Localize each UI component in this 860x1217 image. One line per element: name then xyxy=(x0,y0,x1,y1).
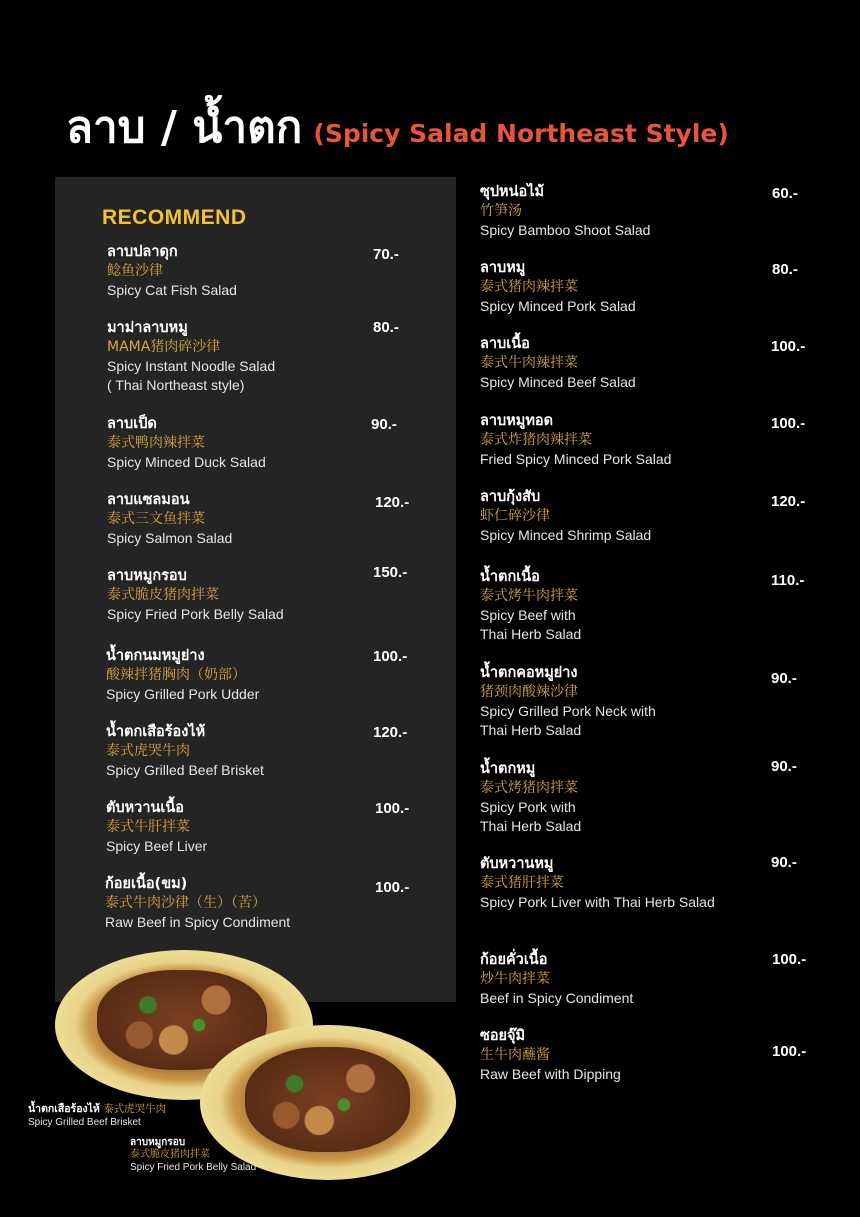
page-title xyxy=(66,92,729,162)
item-thai-name: ลาบกุ้งสับ xyxy=(480,489,541,505)
item-chinese-name: 虾仁碎沙律 xyxy=(480,508,550,524)
item-chinese-name: 泰式鸭肉辣拌菜 xyxy=(107,435,205,451)
item-chinese-name: 泰式牛肉沙律（生）（苦） xyxy=(105,895,266,911)
item-english-name: Spicy Grilled Beef Brisket xyxy=(106,762,264,778)
item-thai-name: น้ำตกหมู xyxy=(480,761,536,777)
menu-item-lab-moo[interactable] xyxy=(480,259,636,316)
item-price: 70.- xyxy=(373,246,399,263)
menu-item-soi-ju[interactable] xyxy=(480,1027,621,1084)
item-chinese-name: 泰式炸猪肉辣拌菜 xyxy=(480,432,592,448)
item-price: 90.- xyxy=(771,670,797,687)
item-english-name: Fried Spicy Minced Pork Salad xyxy=(480,451,672,467)
recommend-heading: RECOMMEND xyxy=(102,206,247,229)
item-chinese-name: 泰式猪肉辣拌菜 xyxy=(480,279,578,295)
menu-item-lab-nuea[interactable] xyxy=(480,335,636,392)
caption-chinese: 泰式脆皮猪肉拌菜 xyxy=(130,1149,210,1160)
menu-item-nam-tok-kor-moo[interactable] xyxy=(480,664,656,740)
food-image xyxy=(245,1047,410,1152)
item-english-name: Spicy Minced Pork Salad xyxy=(480,298,636,314)
item-english-name: Spicy Beef with xyxy=(480,607,576,623)
photo-caption-beef-brisket xyxy=(28,1102,166,1130)
item-english-name-line2: ( Thai Northeast style) xyxy=(107,377,245,393)
menu-item-koi-khua-nuea[interactable] xyxy=(480,951,633,1008)
menu-item-suea-rong-hai[interactable] xyxy=(106,723,264,780)
item-thai-name: ซุปหน่อไม้ xyxy=(480,184,545,200)
page-title-english: (Spicy Salad Northeast Style) xyxy=(313,119,729,148)
menu-item-tab-wan-moo[interactable] xyxy=(480,855,715,912)
item-price: 110.- xyxy=(771,572,805,589)
item-chinese-name: 泰式烤牛肉拌菜 xyxy=(480,588,578,604)
item-english-name: Spicy Cat Fish Salad xyxy=(107,282,237,298)
item-english-name: Spicy Minced Duck Salad xyxy=(107,454,266,470)
item-price: 100.- xyxy=(375,879,410,896)
item-price: 90.- xyxy=(371,416,397,433)
item-english-name-line2: Thai Herb Salad xyxy=(480,818,582,834)
item-price: 120.- xyxy=(375,494,410,511)
item-english-name: Spicy Pork Liver with Thai Herb Salad xyxy=(480,894,715,910)
item-thai-name: ลาบเนื้อ xyxy=(480,336,530,352)
item-price: 90.- xyxy=(771,854,797,871)
item-chinese-name: 泰式烤猪肉拌菜 xyxy=(480,780,578,796)
item-price: 90.- xyxy=(771,758,797,775)
caption-english: Spicy Grilled Beef Brisket xyxy=(28,1117,141,1128)
item-price: 100.- xyxy=(771,338,806,355)
item-thai-name: ลาบปลาดุก xyxy=(107,244,178,260)
item-price: 60.- xyxy=(772,185,798,202)
menu-item-soup-nor-mai[interactable] xyxy=(480,183,650,240)
item-english-name: Spicy Minced Shrimp Salad xyxy=(480,527,652,543)
item-price: 100.- xyxy=(375,800,410,817)
menu-item-mama-lab-moo[interactable] xyxy=(107,319,275,395)
item-english-name: Spicy Minced Beef Salad xyxy=(480,374,636,390)
item-thai-name: ลาบหมูกรอบ xyxy=(107,568,187,584)
menu-item-nam-tok-moo[interactable] xyxy=(480,760,581,836)
menu-item-lab-moo-tod[interactable] xyxy=(480,412,671,469)
item-chinese-name: 酸辣拌猪胸肉（奶部） xyxy=(106,667,246,683)
item-chinese-name: 生牛肉蘸酱 xyxy=(480,1047,550,1063)
item-price: 100.- xyxy=(373,648,408,665)
menu-item-lab-moo-krob[interactable] xyxy=(107,567,284,624)
item-thai-name: ตับหวานหมู xyxy=(480,856,554,872)
item-english-name-line2: Thai Herb Salad xyxy=(480,626,582,642)
item-price: 100.- xyxy=(772,1043,807,1060)
item-chinese-name: 泰式猪肝拌菜 xyxy=(480,875,564,891)
item-thai-name: น้ำตกนมหมูย่าง xyxy=(106,648,205,664)
item-chinese-name: 鲶鱼沙律 xyxy=(107,263,163,279)
item-price: 120.- xyxy=(373,724,408,741)
menu-item-nam-tok-nuea[interactable] xyxy=(480,568,581,644)
item-thai-name: มาม่าลาบหมู xyxy=(107,320,188,336)
item-english-name: Raw Beef in Spicy Condiment xyxy=(105,914,291,930)
photo-caption-pork-belly xyxy=(130,1137,256,1174)
item-thai-name: น้ำตกคอหมูย่าง xyxy=(480,665,578,681)
item-chinese-name: 竹笋汤 xyxy=(480,203,522,219)
item-english-name: Spicy Bamboo Shoot Salad xyxy=(480,222,651,238)
item-english-name: Spicy Fried Pork Belly Salad xyxy=(107,606,284,622)
item-chinese-name: 泰式牛肉辣拌菜 xyxy=(480,355,578,371)
caption-chinese: 泰式虎哭牛肉 xyxy=(103,1103,167,1115)
item-thai-name: น้ำตกเนื้อ xyxy=(480,569,540,585)
page-title-thai: ลาบ / น้ำตก xyxy=(66,102,303,153)
item-english-name: Spicy Beef Liver xyxy=(106,838,208,854)
caption-thai: ลาบหมูกรอบ xyxy=(130,1137,186,1148)
item-english-name: Spicy Pork with xyxy=(480,799,576,815)
item-chinese-name: MAMA猪肉碎沙律 xyxy=(107,339,221,355)
item-chinese-name: 泰式牛肝拌菜 xyxy=(106,819,190,835)
item-price: 120.- xyxy=(771,493,806,510)
item-english-name: Beef in Spicy Condiment xyxy=(480,990,634,1006)
caption-english: Spicy Fried Pork Belly Salad xyxy=(130,1162,257,1173)
item-price: 150.- xyxy=(373,564,408,581)
item-price: 100.- xyxy=(772,951,807,968)
item-english-name-line2: Thai Herb Salad xyxy=(480,722,582,738)
item-thai-name: น้ำตกเสือร้องไห้ xyxy=(106,724,206,740)
menu-item-lab-pla-duk[interactable] xyxy=(107,243,237,300)
item-english-name: Raw Beef with Dipping xyxy=(480,1066,621,1082)
menu-item-lab-ped[interactable] xyxy=(107,415,266,472)
item-english-name: Spicy Salmon Salad xyxy=(107,530,233,546)
item-thai-name: ตับหวานเนื้อ xyxy=(106,800,184,816)
item-price: 80.- xyxy=(772,261,798,278)
item-thai-name: ลาบหมูทอด xyxy=(480,413,554,429)
item-chinese-name: 泰式虎哭牛肉 xyxy=(106,743,190,759)
menu-item-koi-nuea[interactable] xyxy=(105,875,290,932)
item-english-name: Spicy Grilled Pork Neck with xyxy=(480,703,656,719)
item-thai-name: ลาบหมู xyxy=(480,260,526,276)
item-thai-name: ก้อยคั่วเนื้อ xyxy=(480,952,548,968)
menu-item-tab-wan-nuea[interactable] xyxy=(106,799,207,856)
item-thai-name: ซอยจุ๊มิ xyxy=(480,1028,526,1044)
item-chinese-name: 猪颈肉酸辣沙律 xyxy=(480,684,578,700)
item-chinese-name: 炒牛肉拌菜 xyxy=(480,971,550,987)
item-english-name: Spicy Grilled Pork Udder xyxy=(106,686,260,702)
item-chinese-name: 泰式三文鱼拌菜 xyxy=(107,511,205,527)
item-chinese-name: 泰式脆皮猪肉拌菜 xyxy=(107,587,219,603)
menu-item-nam-tok-nom-moo[interactable] xyxy=(106,647,259,704)
item-price: 80.- xyxy=(373,319,399,336)
menu-item-lab-kung-sab[interactable] xyxy=(480,488,651,545)
item-english-name: Spicy Instant Noodle Salad xyxy=(107,358,276,374)
item-thai-name: ลาบเป็ด xyxy=(107,416,157,432)
caption-thai: น้ำตกเสือร้องไห้ xyxy=(28,1103,100,1115)
item-thai-name: ก้อยเนื้อ(ขม) xyxy=(105,876,188,892)
menu-item-lab-salmon[interactable] xyxy=(107,491,232,548)
item-price: 100.- xyxy=(771,415,806,432)
item-thai-name: ลาบแซลมอน xyxy=(107,492,190,508)
